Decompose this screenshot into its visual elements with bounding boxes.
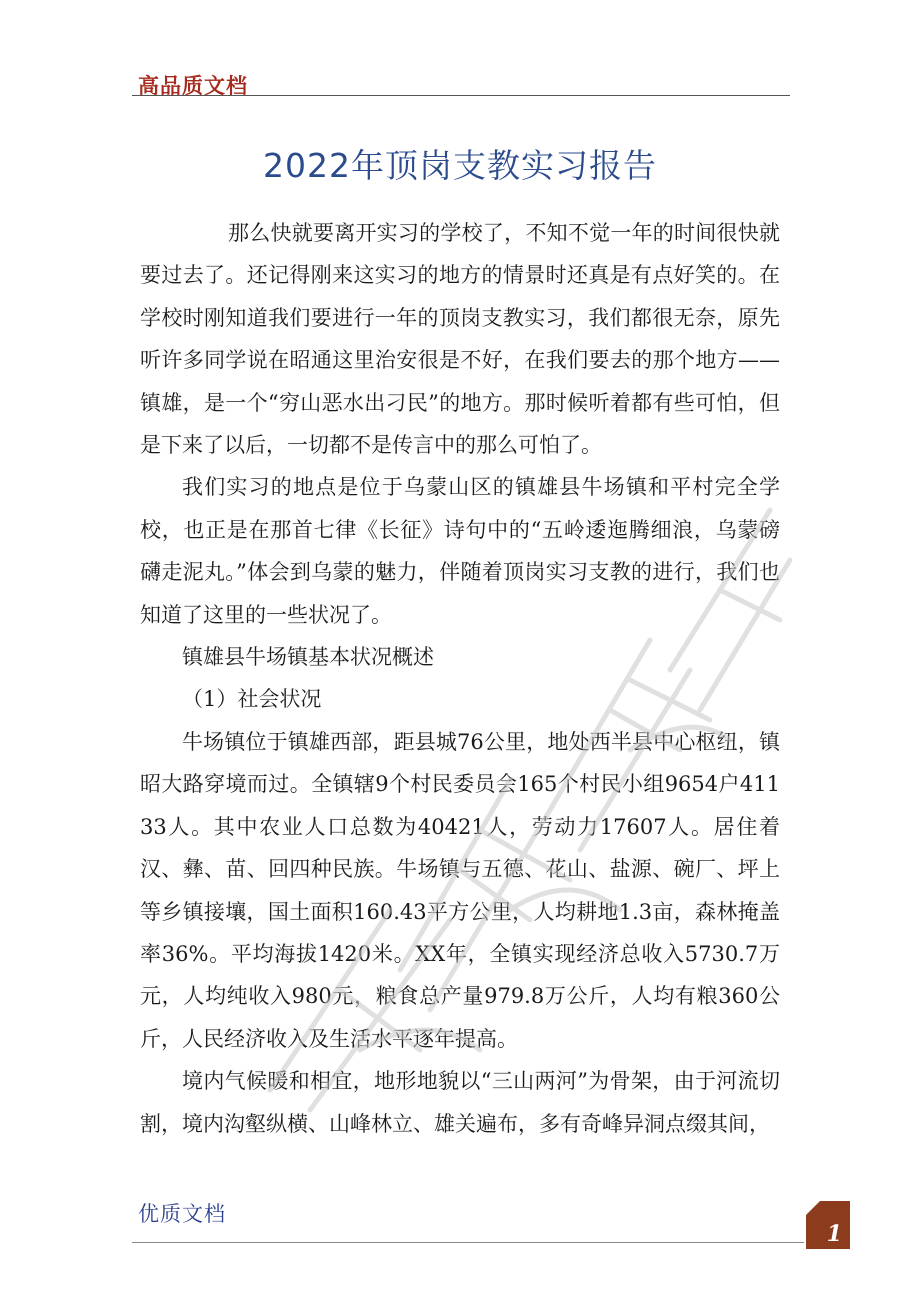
badge-corner	[806, 1201, 820, 1215]
paragraph-social-status: 牛场镇位于镇雄西部，距县城76公里，地处西半县中心枢纽，镇昭大路穿境而过。全镇辖9个村民委员会165个村民小组9654户41133人。其中农业人口总数为40421人，劳动力17607人。居住着汉、彝、苗、回四种民族。牛场镇与五德、花山、盐源、碗厂、坪上等乡镇接壤，国土面积160.43平方公里，人均耕地1.3亩，森林掩盖率36%。平均海拔1420米。XX年，全镇实现经济总收入5730.7万元，人均纯收入980元，粮食总产量979.8万公斤，人均有粮360公斤，人民经济收入及生活水平逐年提高。	[140, 729, 781, 1051]
footer-divider	[132, 1242, 804, 1243]
document-title: 2022年顶岗支教实习报告	[263, 146, 657, 185]
footer-label: 优质文档	[138, 1202, 226, 1226]
subsection-heading: （1）社会状况	[182, 687, 322, 712]
page-number: 1	[826, 1221, 842, 1247]
paragraph-intro: 那么快就要离开实习的学校了，不知不觉一年的时间很快就要过去了。还记得刚来这实习的地方的情景时还真是有点好笑的。在学校时刚知道我们要进行一年的顶岗支教实习，我们都很无奈，原先听许多同学说在昭通这里治安很是不好，在我们要去的那个地方——镇雄，是一个“穷山恶水出刁民”的地方。那时候听着都有些可怕，但是下来了以后，一切都不是传言中的那么可怕了。	[140, 221, 780, 458]
page-number-badge	[806, 1201, 850, 1249]
section-heading: 镇雄县牛场镇基本状况概述	[182, 645, 434, 670]
header-label: 高品质文档	[138, 74, 248, 98]
paragraph-location: 我们实习的地点是位于乌蒙山区的镇雄县牛场镇和平村完全学校，也正是在那首七律《长征》诗句中的“五岭逶迤腾细浪，乌蒙磅礴走泥丸。”体会到乌蒙的魅力，伴随着顶岗实习支教的进行，我们也知道了这里的一些状况了。	[140, 475, 780, 627]
paragraph-climate: 境内气候暖和相宜，地形地貌以“三山两河”为骨架，由于河流切割，境内沟壑纵横、山峰林立、雄关遍布，多有奇峰异洞点缀其间，	[140, 1069, 780, 1136]
header-divider	[132, 95, 790, 96]
document-body	[140, 212, 780, 1145]
